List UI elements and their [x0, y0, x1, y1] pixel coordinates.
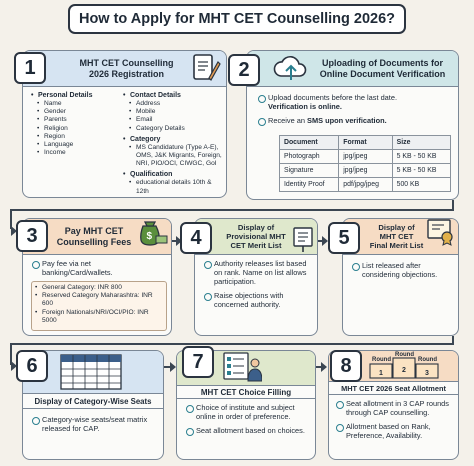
round-3-number: 3 [425, 370, 429, 377]
contact-detail-item: • Address [129, 100, 223, 108]
document-spec-table [279, 135, 451, 192]
step-7-point: Seat allotment based on choices. [185, 426, 311, 435]
step-7-header: MHT CET Choice Filling [177, 385, 315, 399]
round-2-label: Round [395, 352, 414, 358]
arrow-5-to-6-horizontal [10, 343, 454, 345]
table-cell: 5 KB - 50 KB [392, 164, 450, 178]
personal-detail-item: • Religion [37, 125, 121, 133]
certificate-icon [426, 216, 456, 246]
money-bag-icon [134, 216, 168, 248]
category-item: • MS Candidature (Type A-E), OMS, J&K Migrants, Foreign, NRI, PIO/OCI, CIWGC, GoI [129, 144, 223, 169]
fee-item: • General Category: INR 800 [35, 284, 163, 292]
fee-box [31, 281, 167, 331]
arrow-2-to-3-horizontal [10, 209, 454, 211]
personal-detail-item: • Income [37, 149, 121, 157]
table-cell: Identity Proof [280, 178, 339, 192]
step-6-point: Category-wise seats/seat matrix released for CAP. [31, 415, 159, 433]
step-1-header: MHT CET Counselling 2026 Registration [23, 51, 226, 87]
step-5-header: Display of MHT CET Final Merit List [343, 219, 458, 255]
step-4-number: 4 [180, 222, 212, 254]
table-cell: Photograph [280, 150, 339, 164]
merit-board-icon [292, 226, 316, 254]
step-8-points [335, 399, 457, 445]
step-3-number: 3 [16, 220, 48, 252]
step-4-point: Raise objections with concerned authority. [203, 291, 315, 309]
step-2-upload-point: Upload documents before the last date. Verification is online. [257, 93, 457, 111]
checklist-person-icon [222, 351, 262, 383]
step-8-point: Allotment based on Rank, Preference, Availability. [335, 422, 457, 440]
step-7-number: 7 [182, 346, 214, 378]
qualification-list [129, 179, 223, 195]
step-7-point: Choice of institute and subject online in order of preference. [185, 403, 311, 421]
fee-item: • Foreign Nationals/NRI/OCI/PIO: INR 5000 [35, 309, 163, 325]
personal-details-list [37, 100, 121, 157]
seat-grid-icon [60, 354, 122, 390]
step-8-header: MHT CET 2026 Seat Allotment [329, 381, 458, 395]
step-4-point: Authority releases list based on rank. Name on list allows participation. [203, 259, 315, 286]
step-4-points [203, 259, 315, 314]
step-4-header: Display of Provisional MHT CET Merit List [195, 219, 317, 255]
table-header-cell: Format [339, 136, 392, 150]
table-header-cell: Size [392, 136, 450, 150]
step-6-header: Display of Category-Wise Seats [23, 393, 163, 409]
table-row [280, 178, 451, 192]
pen-paper-icon [191, 52, 221, 84]
step-2-header: Uploading of Documents for Online Document Verification [247, 51, 458, 87]
category-list [129, 144, 223, 169]
personal-detail-item: • Name [37, 100, 121, 108]
step-5-points [351, 261, 451, 284]
step-8-point: Seat allotment in 3 CAP rounds through CAP counselling. [335, 399, 457, 417]
cloud-upload-icon [272, 52, 310, 84]
personal-detail-item: • Gender [37, 108, 121, 116]
table-cell: 500 KB [392, 178, 450, 192]
table-row [280, 164, 451, 178]
step-3-intro: Pay fee via net banking/Card/wallets. [31, 259, 143, 277]
personal-detail-item: • Parents [37, 116, 121, 124]
table-cell: pdf/jpg/jpeg [339, 178, 392, 192]
personal-details-heading: • Personal Details [31, 91, 121, 100]
podium-icon [368, 350, 440, 380]
fee-item: • Reserved Category Maharashtra: INR 600 [35, 292, 163, 308]
step-2-sms-point: Receive an SMS upon verification. [257, 116, 457, 125]
step-8-number: 8 [330, 350, 362, 382]
personal-detail-item: • Language [37, 141, 121, 149]
contact-detail-item: • Mobile [129, 108, 223, 116]
qualification-heading: • Qualification [123, 170, 223, 179]
table-cell: jpg/jpeg [339, 164, 392, 178]
svg-text:$: $ [146, 231, 153, 242]
round-2-number: 2 [402, 367, 406, 374]
round-1-label: Round [372, 357, 391, 363]
contact-details-heading: • Contact Details [123, 91, 223, 100]
step-6-points [31, 415, 159, 438]
step-5-point: List released after considering objections. [351, 261, 451, 279]
step-1-number: 1 [14, 52, 46, 84]
table-cell: Signature [280, 164, 339, 178]
step-2-number: 2 [228, 54, 260, 86]
page-title: How to Apply for MHT CET Counselling 2026? [68, 4, 406, 34]
step-3-header: Pay MHT CET Counselling Fees [23, 219, 171, 255]
step-5-number: 5 [328, 222, 360, 254]
round-3-label: Round [418, 357, 437, 363]
table-row [280, 150, 451, 164]
arrow-7-to-8-head [321, 362, 327, 372]
contact-detail-item: • Category Details [129, 125, 223, 133]
category-heading: • Category [123, 135, 223, 144]
personal-detail-item: • Region [37, 133, 121, 141]
table-cell: 5 KB - 50 KB [392, 150, 450, 164]
step-7-points [185, 403, 311, 440]
contact-details-list [129, 100, 223, 133]
table-cell: jpg/jpeg [339, 150, 392, 164]
qualification-item: • educational details 10th & 12th [129, 179, 223, 195]
arrow-6-to-7-head [170, 362, 176, 372]
contact-detail-item: • Email [129, 116, 223, 124]
step-6-number: 6 [16, 350, 48, 382]
round-1-number: 1 [379, 370, 383, 377]
table-header-cell: Document [280, 136, 339, 150]
